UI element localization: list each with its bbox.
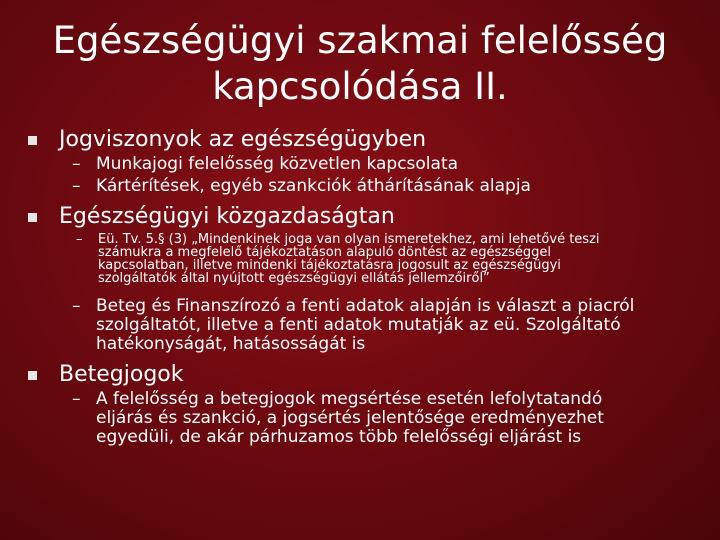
slide-title xyxy=(40,18,680,110)
square-bullet-icon xyxy=(28,213,37,222)
sub-item-line: kapcsolatban, illetve mindenki tájékoztatásra jogosult az egészségügyi xyxy=(98,258,561,273)
dash-icon: – xyxy=(76,232,83,247)
bullet-label: Egészségügyi közgazdaságtan xyxy=(59,204,395,229)
sub-item xyxy=(72,390,604,447)
sub-item xyxy=(72,177,531,196)
bullet-item-jogviszonyok xyxy=(28,127,708,153)
dash-icon: – xyxy=(72,176,81,196)
dash-icon: – xyxy=(72,296,81,316)
bullet-label: Betegjogok xyxy=(59,362,184,387)
sub-item-line: szolgáltatók által nyújtott egészségügyi ellátás jellemzőiről” xyxy=(98,271,490,286)
sub-item-text xyxy=(96,390,604,447)
sub-item-text: Munkajogi felelősség közvetlen kapcsolata xyxy=(96,154,459,174)
sub-item xyxy=(72,155,458,174)
sub-item-line: számukra a megfelelő tájékoztatáson alapuló döntést az egészséggel xyxy=(98,245,552,260)
sub-item-text: Kártérítések, egyéb szankciók áthárításának alapja xyxy=(96,176,531,196)
sub-item-line: A felelősség a betegjogok megsértése esetén lefolytatandó xyxy=(96,389,603,409)
dash-icon: – xyxy=(72,389,81,409)
sub-item-line: szolgáltatót, illetve a fenti adatok mutatják az eü. Szolgáltató xyxy=(96,315,621,335)
square-bullet-icon xyxy=(28,371,37,380)
sub-item xyxy=(72,297,634,354)
square-bullet-icon xyxy=(28,136,37,145)
dash-icon: – xyxy=(72,154,81,174)
sub-item xyxy=(76,233,600,285)
bullet-item-betegjogok xyxy=(28,362,708,388)
sub-item-text xyxy=(96,297,634,354)
bullet-item-kozgazdasagtan xyxy=(28,204,708,230)
slide-title-line-1: Egészségügyi szakmai felelősség xyxy=(52,19,668,62)
bullet-label: Jogviszonyok az egészségügyben xyxy=(59,127,427,152)
sub-item-line: hatékonyságát, hatásosságát is xyxy=(96,334,366,354)
sub-item-line: eljárás és szankció, a jogsértés jelentősége eredményezhet xyxy=(96,408,604,428)
sub-item-line: egyedüli, de akár párhuzamos több felelősségi eljárást is xyxy=(96,427,582,447)
sub-item-text xyxy=(98,233,600,285)
sub-item-line: Eü. Tv. 5.§ (3) „Mindenkinek joga van olyan ismeretekhez, ami lehetővé teszi xyxy=(98,232,600,247)
slide-title-line-2: kapcsolódása II. xyxy=(212,65,508,108)
sub-item-line: Beteg és Finanszírozó a fenti adatok alapján is választ a piacról xyxy=(96,296,635,316)
